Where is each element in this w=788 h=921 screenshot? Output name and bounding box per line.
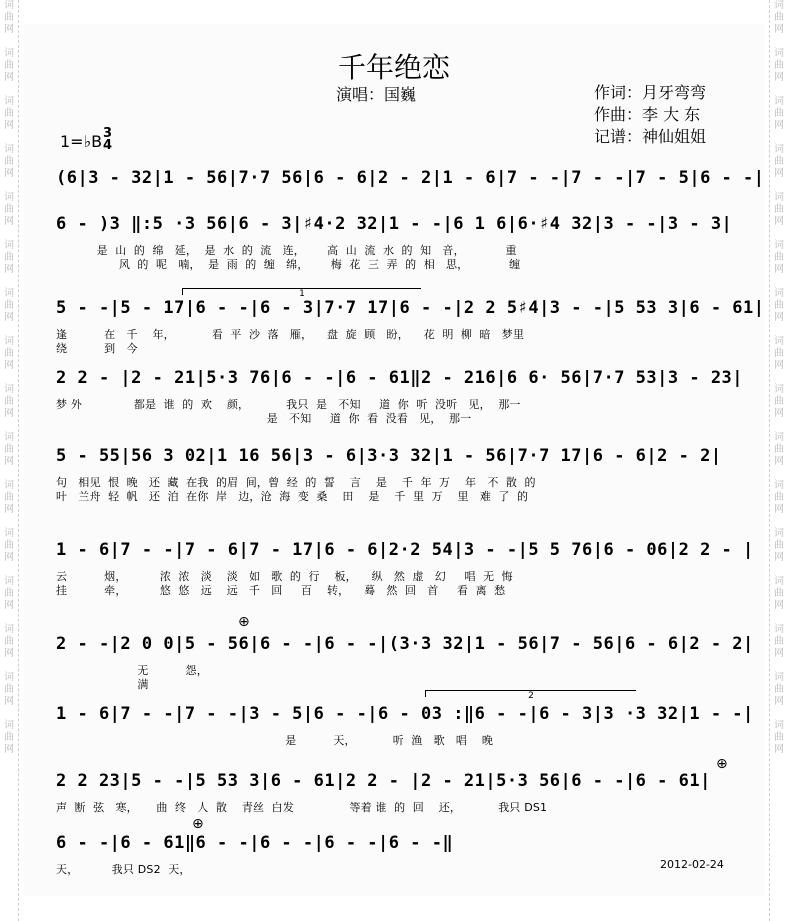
lyric-line-5-1: 句 相见 恨 晚 还 藏 在我 的眉 间，曾 经 的 誓 言 是 千 年 万 年 不 散 的 xyxy=(56,476,536,489)
key-signature: 1=♭B xyxy=(60,132,103,151)
credits xyxy=(594,82,706,148)
lyric-line-7-1: 无 怨， xyxy=(56,664,208,677)
lyric-line-5-2: 叶 兰舟 轻 帆 还 泊 在你 岸 边，沧 海 变 桑 田 是 千 里 万 里 难 了 的 xyxy=(56,490,529,503)
notation-row-5: 5 - 55|56 3 02|1 16 56|3 - 6|3·3 32|1 - 56|7·7 17|6 - 6|2 - 2| xyxy=(56,446,722,466)
notation-row-9: 2 2 23|5 - -|5 53 3|6 - 61|2 2 - |2 - 21|5·3 56|6 - -|6 - 61| xyxy=(56,771,711,791)
notation-row-7: 2 - -|2 0 0|5 - 56|6 - -|6 - -|(3·3 32|1 - 56|7 - 56|6 - 6|2 - 2| xyxy=(56,634,754,654)
notation-row-3: 5 - -|5 - 17|6 - -|6 - 3|7·7 17|6 - -|2 2 5♯4|3 - -|5 53 3|6 - 61| xyxy=(56,298,765,318)
lyric-line-4-1: 梦 外 都是 谁 的 欢 颜， 我只 是 不知 道 你 听 没听 见， 那一 xyxy=(56,398,521,411)
lyric-line-2-2: 风 的 呢 喃， 是 雨 的 缠 绵， 梅 花 三 弄 的 相 思， 缠 xyxy=(56,258,521,271)
lyric-line-2-1: 是 山 的 绵 延， 是 水 的 流 连， 高 山 流 水 的 知 音， 重 xyxy=(56,244,517,257)
lyric-line-3-1: 逢 在 千 年， 看 平 沙 落 雁， 盘 旋 顾 盼， 花 明 柳 暗 梦里 xyxy=(56,328,525,341)
lyric-line-3-2: 绕 到 今 xyxy=(56,342,138,355)
coda-sign-1: ⊕ xyxy=(238,614,250,630)
meter-top: 3 xyxy=(103,126,113,141)
singer-credit: 演唱：国巍 xyxy=(336,85,417,104)
transcriber: 记谱：神仙姐姐 xyxy=(594,127,707,146)
time-signature xyxy=(103,128,112,152)
notation-row-8: 1 - 6|7 - -|7 - -|3 - 5|6 - -|6 - 03 :‖6 - -|6 - 3|3 ·3 32|1 - -| xyxy=(56,704,754,724)
lyric-line-6-1: 云 烟， 浓 浓 淡 淡 如 歌 的 行 板， 纵 然 虚 幻 唱 无 悔 xyxy=(56,570,513,583)
notation-row-1: (6|3 - 32|1 - 56|7·7 56|6 - 6|2 - 2|1 - 6|7 - -|7 - -|7 - 5|6 - -| xyxy=(56,168,765,188)
lyric-line-4-2: 是 不知 道 你 看 没看 见， 那一 xyxy=(56,412,472,425)
notation-row-10: 6 - -|6 - 61‖6 - -|6 - -|6 - -|6 - -‖ xyxy=(56,833,454,853)
lyric-line-7-2: 满 xyxy=(56,678,149,691)
lyric-line-10-1: 天， 我只 DS2 天， xyxy=(56,863,191,876)
notation-row-4: 2 2 - |2 - 21|5·3 76|6 - -|6 - 61‖2 - 216|6 6· 56|7·7 53|3 - 23| xyxy=(56,368,744,388)
watermark-right: 词 曲 网 词 曲 网 词 曲 网 词 曲 网 词 曲 网 词 曲 网 词 曲 网 词 曲 网 词 曲 网 词 曲 网 词 曲 网 词 曲 网 词 曲 网 词 曲 网 词 曲 网 词 曲 网 xyxy=(769,0,788,921)
composer: 作曲：李 大 东 xyxy=(594,105,701,124)
notation-row-6: 1 - 6|7 - -|7 - 6|7 - 17|6 - 6|2·2 54|3 - -|5 5 76|6 - 06|2 2 - | xyxy=(56,540,754,560)
coda-sign-2: ⊕ xyxy=(716,756,728,772)
watermark-left: 词 曲 网 词 曲 网 词 曲 网 词 曲 网 词 曲 网 词 曲 网 词 曲 网 词 曲 网 词 曲 网 词 曲 网 词 曲 网 词 曲 网 词 曲 网 词 曲 网 词 曲 网 词 曲 网 xyxy=(0,0,19,921)
lyric-line-8-1: 是 天， 听 渔 歌 唱 晚 xyxy=(56,734,494,747)
song-title: 千年绝恋 xyxy=(337,51,450,84)
meter-bottom: 4 xyxy=(103,138,113,153)
lyric-line-6-2: 挂 牵， 悠 悠 远 远 千 回 百 转， 蓦 然 回 首 看 离 愁 xyxy=(56,584,506,597)
notation-row-2: 6 - )3 ‖:5 ·3 56|6 - 3|♯4·2 32|1 - -|6 1 6|6·♯4 32|3 - -|3 - 3| xyxy=(56,214,733,234)
volta-1: 1 xyxy=(182,288,421,295)
lyricist: 作词：月牙弯弯 xyxy=(594,83,707,102)
lyric-line-9-1: 声 断 弦 寒， 曲 终 人 散 青丝 白发 等着 谁 的 回 还， 我只 DS1 xyxy=(56,801,548,814)
coda-sign-3: ⊕ xyxy=(192,816,204,832)
volta-2: 2 xyxy=(425,690,636,697)
date: 2012-02-24 xyxy=(660,858,724,871)
